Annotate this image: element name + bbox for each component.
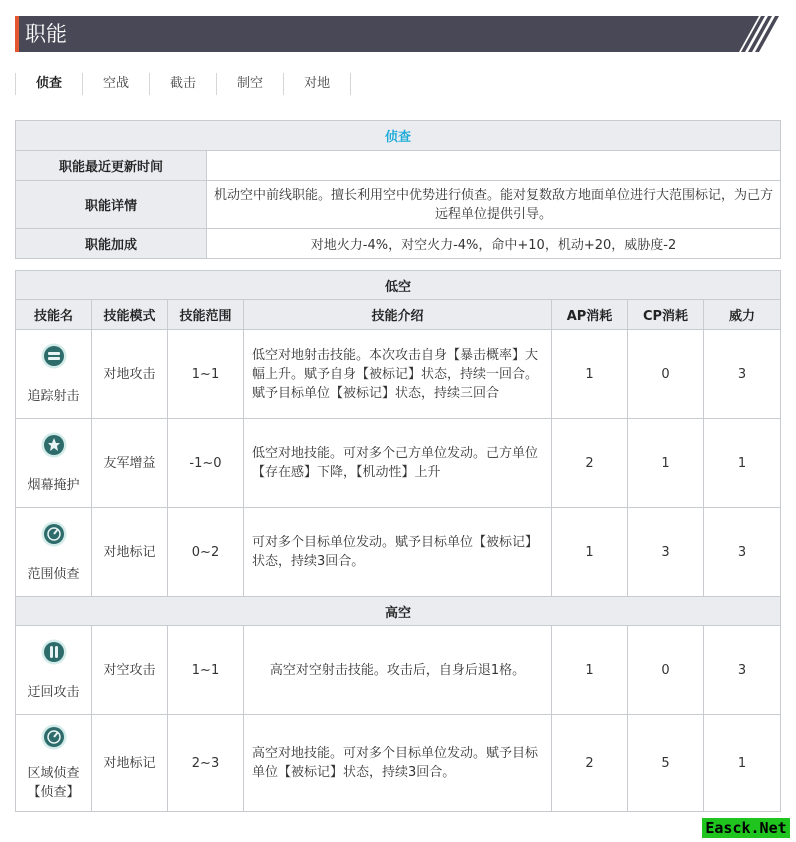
skills-table (15, 270, 781, 812)
role-tabs (15, 73, 351, 95)
page-title: 职能 (25, 22, 67, 46)
skill-name: 烟幕掩护 (27, 477, 80, 493)
skill-name: 追踪射击 (27, 388, 80, 404)
skill-desc: 低空对地技能。可对多个己方单位发动。己方单位【存在感】下降，【机动性】上升 (244, 419, 552, 508)
info-value (207, 151, 781, 181)
table-row (16, 626, 781, 715)
banner-bar (15, 16, 779, 52)
skill-desc: 高空对地技能。可对多个目标单位发动。赋予目标单位【被标记】状态，持续3回合。 (244, 715, 552, 812)
radar-skill-icon (41, 521, 67, 547)
skill-desc: 低空对地射击技能。本次攻击自身【暴击概率】大幅上升。赋予自身【被标记】状态，持续一回合。赋予目标单位【被标记】状态，持续三回合 (244, 330, 552, 419)
skill-cp: 1 (628, 419, 704, 508)
column-header: 技能模式 (92, 300, 168, 330)
watermark: Easck.Net (702, 818, 790, 838)
section-banner (15, 16, 779, 52)
skill-range: 1~1 (168, 626, 244, 715)
tab-intercept[interactable]: 截击 (150, 73, 217, 95)
column-header: 技能范围 (168, 300, 244, 330)
skill-mode: 对地标记 (92, 508, 168, 597)
skill-name-cell (16, 330, 92, 419)
skill-ap: 2 (552, 715, 628, 812)
column-header: AP消耗 (552, 300, 628, 330)
column-header: 技能介绍 (244, 300, 552, 330)
column-header: 技能名 (16, 300, 92, 330)
table-row (16, 419, 781, 508)
tab-air-superiority[interactable]: 制空 (217, 73, 284, 95)
skill-cp: 5 (628, 715, 704, 812)
skill-name: 区域侦查【侦查】 (27, 766, 80, 800)
tab-scout[interactable]: 侦查 (15, 73, 83, 95)
section-header: 低空 (16, 271, 781, 300)
info-label: 职能详情 (16, 181, 207, 229)
role-section-title: 侦查 (16, 121, 781, 151)
table-row (16, 715, 781, 812)
info-value: 机动空中前线职能。擅长利用空中优势进行侦查。能对复数敌方地面单位进行大范围标记，为己方远程单位提供引导。 (207, 181, 781, 229)
skill-cp: 0 (628, 330, 704, 419)
info-label: 职能加成 (16, 229, 207, 259)
skill-name: 迂回攻击 (27, 684, 80, 700)
skill-mode: 友军增益 (92, 419, 168, 508)
skill-cp: 3 (628, 508, 704, 597)
smoke-skill-icon (41, 432, 67, 458)
column-header: CP消耗 (628, 300, 704, 330)
role-info-table (15, 120, 781, 259)
skill-name-cell (16, 626, 92, 715)
skill-ap: 1 (552, 508, 628, 597)
bullet-skill-icon (41, 343, 67, 369)
banner-accent (15, 16, 19, 52)
skill-power: 3 (704, 626, 781, 715)
table-row (16, 330, 781, 419)
skill-name-cell (16, 715, 92, 812)
skill-range: 2~3 (168, 715, 244, 812)
skill-range: -1~0 (168, 419, 244, 508)
skill-range: 1~1 (168, 330, 244, 419)
radar-skill-icon (41, 724, 67, 750)
skill-mode: 对空攻击 (92, 626, 168, 715)
section-header: 高空 (16, 597, 781, 626)
skill-name-cell (16, 419, 92, 508)
skill-power: 1 (704, 715, 781, 812)
skill-desc: 高空对空射击技能。攻击后，自身后退1格。 (244, 626, 552, 715)
column-header: 威力 (704, 300, 781, 330)
skill-range: 0~2 (168, 508, 244, 597)
table-row (16, 508, 781, 597)
tab-ground-attack[interactable]: 对地 (284, 73, 351, 95)
missile-skill-icon (41, 639, 67, 665)
skill-mode: 对地标记 (92, 715, 168, 812)
skill-desc: 可对多个目标单位发动。赋予目标单位【被标记】状态，持续3回合。 (244, 508, 552, 597)
skill-name-cell (16, 508, 92, 597)
skill-name: 范围侦查 (27, 566, 80, 582)
skill-power: 3 (704, 330, 781, 419)
skill-power: 3 (704, 508, 781, 597)
info-label: 职能最近更新时间 (16, 151, 207, 181)
banner-stripes-icon (731, 16, 779, 52)
skill-mode: 对地攻击 (92, 330, 168, 419)
skill-ap: 1 (552, 330, 628, 419)
skill-cp: 0 (628, 626, 704, 715)
tab-air-combat[interactable]: 空战 (83, 73, 150, 95)
info-value: 对地火力-4%，对空火力-4%，命中+10，机动+20，威胁度-2 (207, 229, 781, 259)
skill-ap: 2 (552, 419, 628, 508)
skill-ap: 1 (552, 626, 628, 715)
skill-power: 1 (704, 419, 781, 508)
